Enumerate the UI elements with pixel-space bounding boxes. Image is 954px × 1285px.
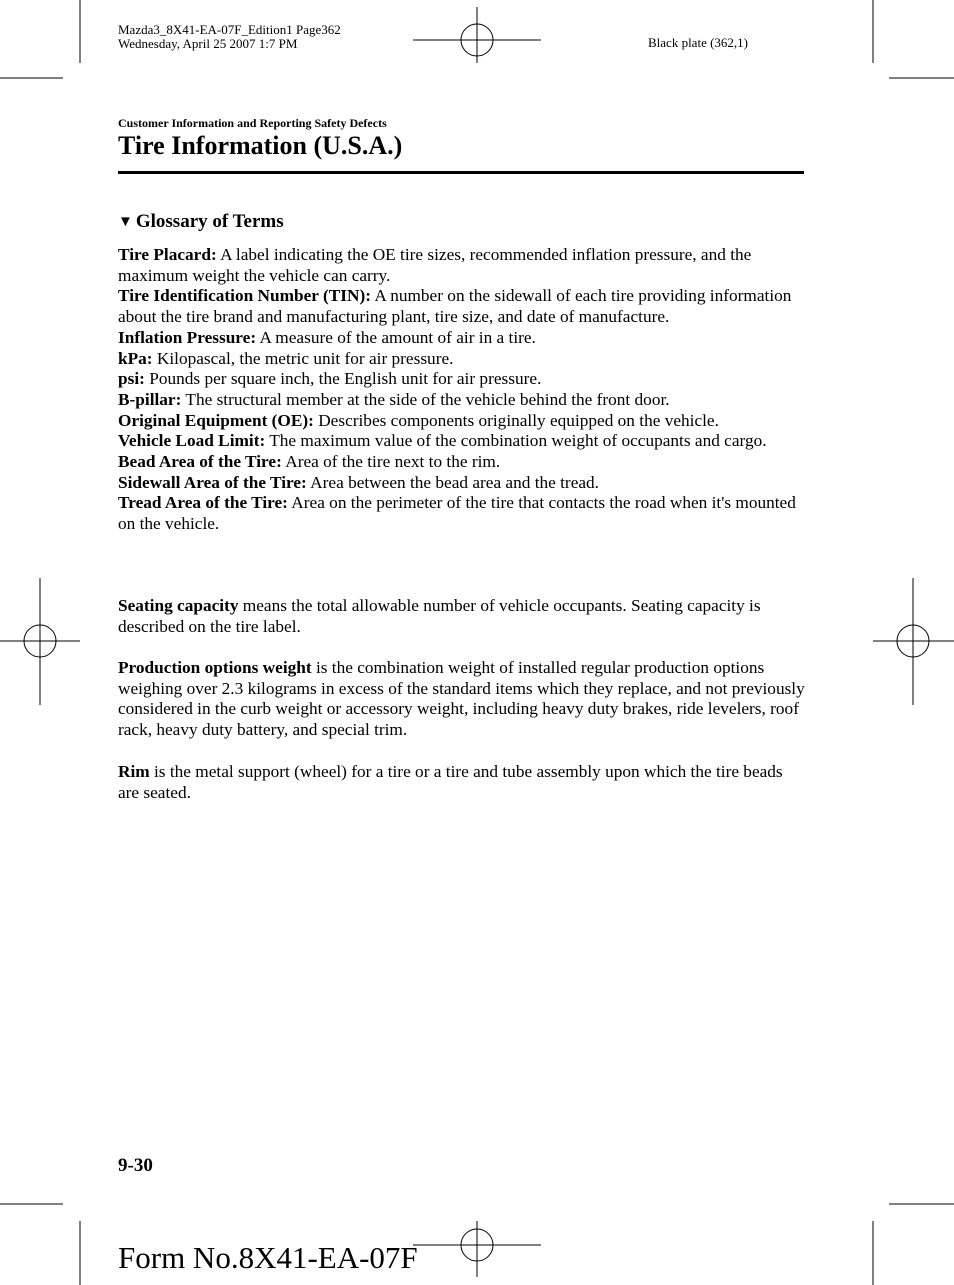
glossary-definition: A measure of the amount of air in a tire. bbox=[256, 327, 536, 347]
glossary-term: Bead Area of the Tire: bbox=[118, 452, 282, 472]
glossary-heading-text: Glossary of Terms bbox=[135, 211, 284, 232]
paragraph-term: Seating capacity bbox=[118, 596, 239, 615]
glossary-entry bbox=[118, 328, 808, 349]
glossary-definition: Describes components originally equipped on the vehicle. bbox=[313, 410, 719, 430]
page-title: Tire Information (U.S.A.) bbox=[118, 131, 403, 160]
glossary-definition: A label indicating the OE tire sizes, recommended inflation pressure, and the maximum weight the vehicle can carry. bbox=[118, 245, 752, 285]
glossary-entry bbox=[118, 286, 808, 327]
title-rule bbox=[118, 171, 804, 174]
rim-paragraph bbox=[118, 762, 808, 803]
glossary-entry bbox=[118, 245, 808, 286]
registration-mark-top bbox=[413, 7, 541, 63]
glossary-definition: The maximum value of the combination weight of occupants and cargo. bbox=[265, 431, 767, 451]
paragraph-text: means the total allowable number of vehicle occupants. Seating capacity is described on the tire label. bbox=[118, 596, 761, 636]
paragraph-text: is the combination weight of installed regular production options weighing over 2.3 kilograms in excess of the standard items which they replace, and not previously considered in the curb weight or accessory weight, including heavy duty brakes, ride levelers, roof rack, heavy duty battery, and special trim. bbox=[118, 658, 805, 740]
glossary-definition: Kilopascal, the metric unit for air pressure. bbox=[152, 348, 454, 368]
glossary-term: psi: bbox=[118, 369, 145, 389]
form-number: Form No.8X41-EA-07F bbox=[118, 1240, 418, 1275]
glossary-entry bbox=[118, 431, 808, 452]
glossary-definition: A number on the sidewall of each tire providing information about the tire brand and manufacturing plant, tire size, and date of manufacture. bbox=[118, 286, 792, 327]
registration-mark-right bbox=[873, 578, 954, 705]
glossary-definition: Area on the perimeter of the tire that contacts the road when it's mounted on the vehicle. bbox=[118, 493, 796, 534]
paragraph-term: Production options weight bbox=[118, 658, 312, 677]
registration-mark-bottom bbox=[413, 1221, 541, 1277]
slug-line-2: Wednesday, April 25 2007 1:7 PM bbox=[118, 36, 298, 51]
glossary-term: Tire Identification Number (TIN): bbox=[118, 286, 371, 306]
slug-line-1: Mazda3_8X41-EA-07F_Edition1 Page362 bbox=[118, 22, 341, 37]
glossary-term: Vehicle Load Limit: bbox=[118, 431, 266, 451]
section-label: Customer Information and Reporting Safety Defects bbox=[118, 116, 387, 130]
glossary-term: Inflation Pressure: bbox=[118, 327, 257, 347]
glossary-term: kPa: bbox=[118, 348, 153, 368]
print-slug bbox=[118, 23, 341, 51]
glossary-list bbox=[118, 245, 808, 535]
glossary-entry bbox=[118, 411, 808, 432]
glossary-definition: Area between the bead area and the tread. bbox=[306, 472, 599, 492]
glossary-entry bbox=[118, 473, 808, 494]
glossary-term: Tire Placard: bbox=[118, 245, 217, 264]
glossary-entry bbox=[118, 369, 808, 390]
paragraph-text: is the metal support (wheel) for a tire or a tire and tube assembly upon which the tire beads are seated. bbox=[118, 762, 783, 802]
production-options-paragraph bbox=[118, 658, 808, 741]
paragraph-term: Rim bbox=[118, 762, 150, 781]
glossary-entry bbox=[118, 390, 808, 411]
plate-label: Black plate (362,1) bbox=[648, 35, 748, 50]
glossary-term: Original Equipment (OE): bbox=[118, 410, 314, 430]
glossary-term: Tread Area of the Tire: bbox=[118, 493, 288, 513]
triangle-down-icon: ▼ bbox=[118, 214, 133, 230]
glossary-entry bbox=[118, 493, 808, 534]
page-number: 9-30 bbox=[118, 1155, 153, 1176]
registration-mark-left bbox=[0, 578, 80, 705]
glossary-definition: The structural member at the side of the vehicle behind the front door. bbox=[181, 389, 670, 409]
glossary-definition: Area of the tire next to the rim. bbox=[281, 452, 501, 472]
glossary-heading bbox=[118, 211, 284, 233]
glossary-entry bbox=[118, 349, 808, 370]
seating-capacity-paragraph bbox=[118, 596, 808, 637]
glossary-definition: Pounds per square inch, the English unit for air pressure. bbox=[144, 369, 542, 389]
glossary-term: Sidewall Area of the Tire: bbox=[118, 472, 307, 492]
glossary-term: B-pillar: bbox=[118, 389, 182, 409]
glossary-entry bbox=[118, 452, 808, 473]
